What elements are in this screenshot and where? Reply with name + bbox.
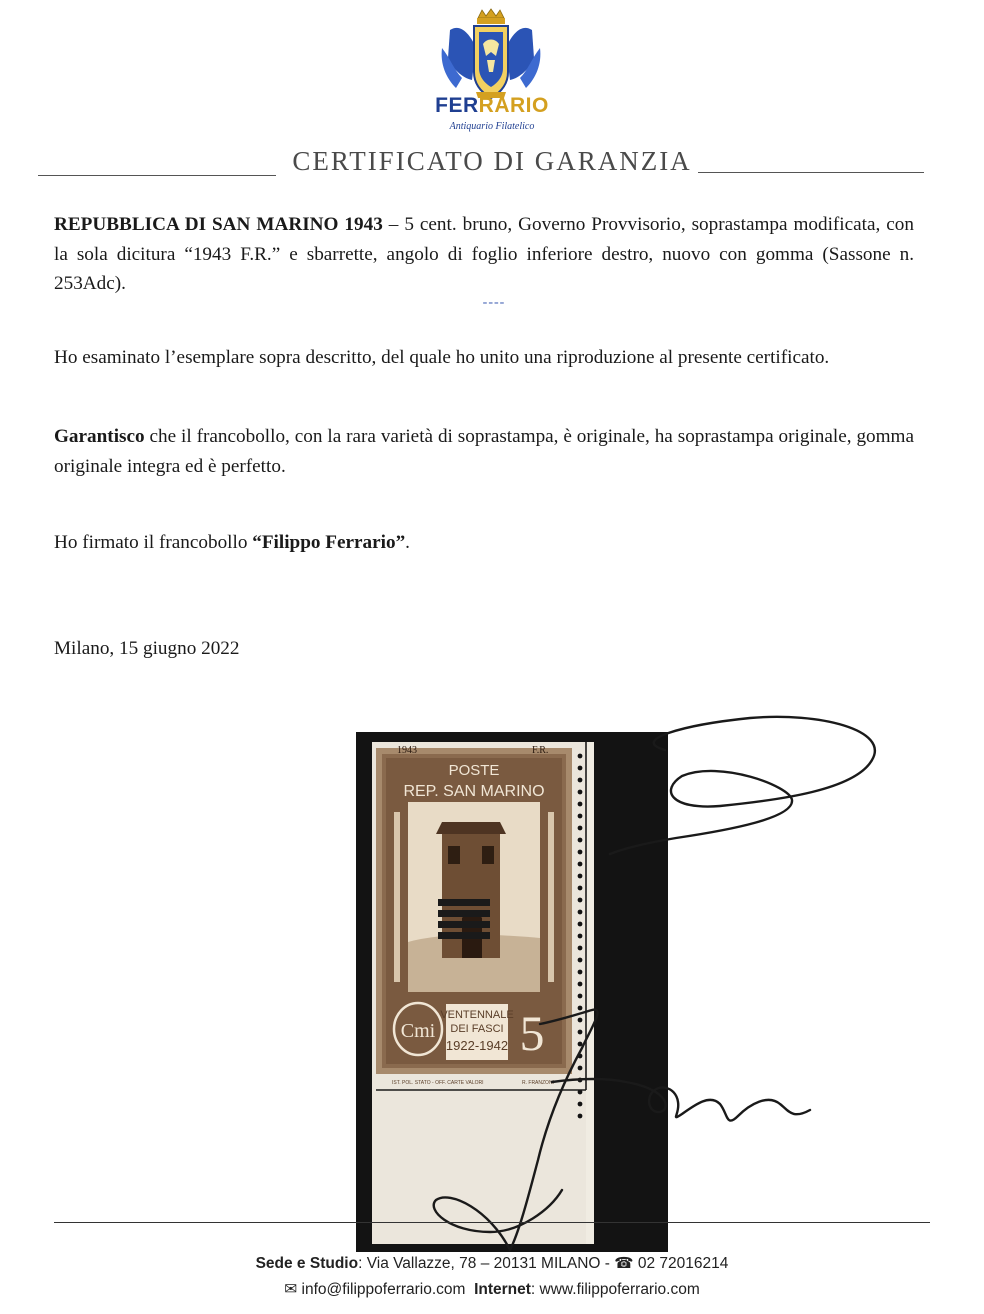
envelope-icon: ✉: [284, 1281, 298, 1298]
item-description: [54, 210, 914, 299]
email-link[interactable]: info@filippoferrario.com: [297, 1281, 466, 1298]
stamp-imprint-right: R. FRANZONI: [522, 1080, 554, 1086]
signed-statement: [54, 528, 914, 558]
guarantee-text: che il francobollo, con la rara varietà di soprastampa, è originale, ha soprastampa originale, gomma originale integra ed è perfetto.: [54, 426, 914, 477]
sede-label: Sede e Studio: [255, 1255, 359, 1272]
exam-statement: Ho esaminato l’esemplare sopra descritto, del quale ho unito una riproduzione al presente certificato.: [54, 347, 830, 368]
separator: ----: [482, 295, 506, 310]
signed-lead: Ho firmato il francobollo: [54, 532, 253, 553]
overprint-left: 1943: [397, 745, 417, 756]
phone: 02 72016214: [633, 1255, 729, 1272]
address: : Via Vallazze, 78 – 20131 MILANO -: [358, 1255, 615, 1272]
stamp-bottom-line1: VENTENNALE: [440, 1009, 514, 1021]
stamp-imprint-left: IST. POL. STATO - OFF. CARTE VALORI: [392, 1080, 484, 1086]
stamp-currency: Cmi: [400, 1020, 436, 1042]
brand-name: [400, 94, 584, 118]
guarantee-lead: Garantisco: [54, 426, 145, 447]
item-title: REPUBBLICA DI SAN MARINO 1943: [54, 214, 383, 235]
title-rule-left: [38, 175, 276, 176]
stamp-denomination: 5: [519, 1005, 545, 1061]
footer-contact-line: [0, 1280, 984, 1299]
phone-icon: ☎: [614, 1255, 634, 1272]
website-link[interactable]: : www.filippoferrario.com: [530, 1281, 700, 1298]
signed-end: .: [405, 532, 410, 553]
crown-icon: [477, 9, 505, 24]
footer-rule: [54, 1222, 930, 1223]
item-description-text: – 5 cent. bruno, Governo Provvisorio, soprastampa modificata, con la sola dicitura “1943 F.R.” e sbarrette, angolo di foglio inferiore destro, nuovo con gomma (Sassone n. 253Adc).: [54, 214, 914, 294]
internet-label: Internet: [474, 1281, 531, 1298]
brand-name-part1: FER: [435, 94, 479, 117]
stamp-top-line2: REP. SAN MARINO: [403, 783, 545, 800]
certificate-title: CERTIFICATO DI GARANZIA: [292, 146, 692, 176]
stamp-top-line1: POSTE: [448, 762, 500, 779]
footer-address-line: [0, 1254, 984, 1273]
handwritten-signature: [420, 690, 880, 1270]
brand-name-part2: RARIO: [478, 94, 549, 117]
signed-name: “Filippo Ferrario”: [252, 532, 406, 553]
guarantee-statement: [54, 422, 914, 481]
stamp-bottom-line3: 1922-1942: [445, 1038, 509, 1053]
brand-subtitle: Antiquario Filatelico: [449, 121, 535, 132]
overprint-right: F.R.: [532, 745, 549, 756]
title-rule-right: [698, 172, 924, 173]
stamp-bottom-line2: DEI FASCI: [450, 1023, 504, 1035]
place-date: Milano, 15 giugno 2022: [54, 638, 240, 659]
